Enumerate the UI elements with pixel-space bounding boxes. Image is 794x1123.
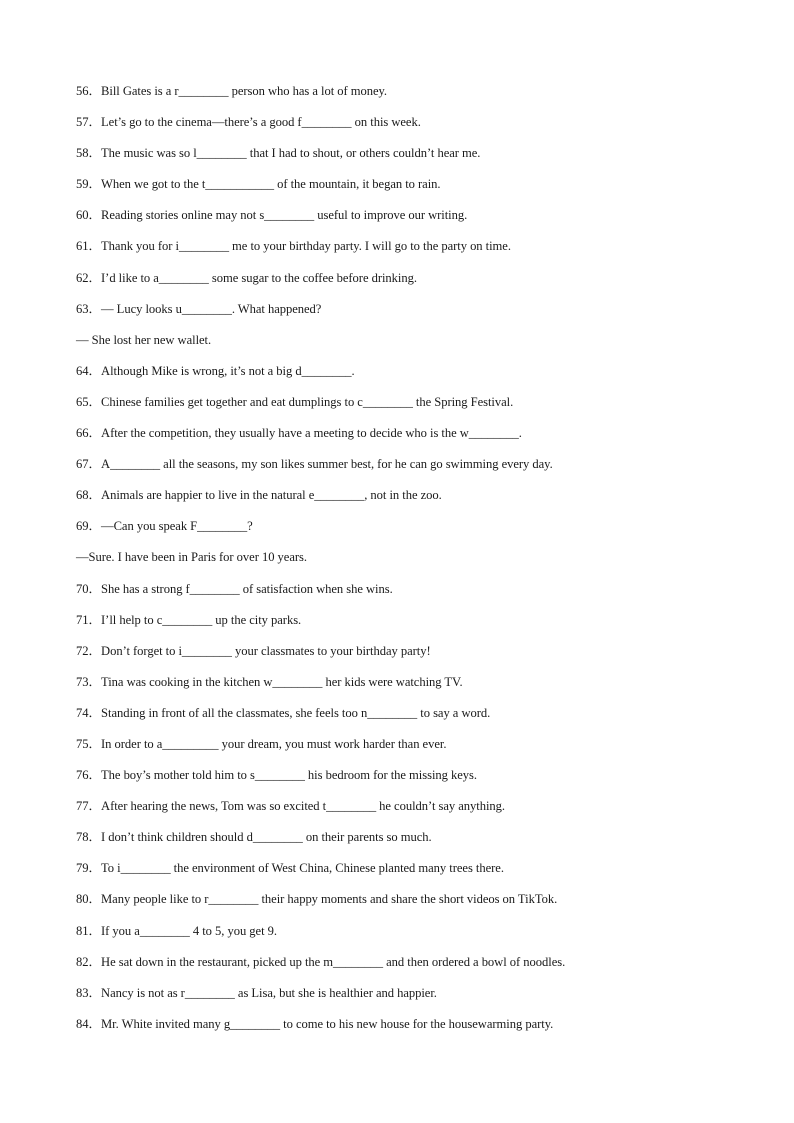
exercise-line: 76．The boy’s mother told him to s________ his bedroom for the missing keys. (76, 768, 477, 783)
exercise-line: 78．I don’t think children should d________ on their parents so much. (76, 830, 432, 845)
exercise-line: 56．Bill Gates is a r________ person who has a lot of money. (76, 84, 388, 98)
exercise-line: 66．After the competition, they usually have a meeting to decide who is the w________. (76, 426, 522, 441)
exercise-line: 77．After hearing the news, Tom was so excited t________ he couldn’t say anything. (76, 799, 506, 814)
exercise-line: 58．The music was so l________ that I had to shout, or others couldn’t hear me. (76, 146, 481, 161)
exercise-line: 63．— Lucy looks u________. What happened? (76, 301, 322, 316)
exercise-line: 59．When we got to the t___________ of the mountain, it began to rain. (76, 177, 441, 192)
exercise-line: 79．To i________ the environment of West China, Chinese planted many trees there. (76, 861, 504, 876)
exercise-line: 70．She has a strong f________ of satisfaction when she wins. (76, 581, 393, 596)
exercise-line: 74．Standing in front of all the classmates, she feels too n________ to say a word. (76, 705, 491, 720)
exercise-line: 75．In order to a_________ your dream, you must work harder than ever. (76, 736, 447, 751)
exercise-line: 57．Let’s go to the cinema—there’s a good f________ on this week. (76, 115, 421, 130)
exercise-line: 62．I’d like to a________ some sugar to the coffee before drinking. (76, 270, 417, 285)
exercise-line: 71．I’ll help to c________ up the city parks. (76, 612, 302, 627)
exercise-line: 83．Nancy is not as r________ as Lisa, but she is healthier and happier. (76, 985, 437, 1000)
exercise-line: 73．Tina was cooking in the kitchen w________ her kids were watching TV. (76, 674, 463, 689)
exercise-line: 67．A________ all the seasons, my son likes summer best, for he can go swimming every day. (76, 457, 553, 472)
exercise-line: 68．Animals are happier to live in the natural e________, not in the zoo. (76, 488, 442, 503)
exercise-line: 81．If you a________ 4 to 5, you get 9. (76, 923, 277, 938)
exercise-line: 60．Reading stories online may not s________ useful to improve our writing. (76, 208, 468, 223)
exercise-line: 82．He sat down in the restaurant, picked up the m________ and then ordered a bowl of noodles. (76, 954, 566, 969)
exercise-line: —Sure. I have been in Paris for over 10 years. (76, 550, 307, 565)
exercise-line: — She lost her new wallet. (76, 332, 212, 347)
exercise-line: 65．Chinese families get together and eat dumplings to c________ the Spring Festival. (76, 394, 514, 409)
exercise-list (76, 82, 756, 1046)
exercise-line: 84．Mr. White invited many g________ to come to his new house for the housewarming party. (76, 1016, 554, 1031)
exercise-line: 61．Thank you for i________ me to your birthday party. I will go to the party on time. (76, 239, 511, 254)
exercise-line: 69．—Can you speak F________? (76, 519, 253, 534)
exercise-line: 80．Many people like to r________ their happy moments and share the short videos on TikTok. (76, 892, 558, 907)
exercise-line: 64．Although Mike is wrong, it’s not a big d________. (76, 363, 355, 378)
exercise-line: 72．Don’t forget to i________ your classmates to your birthday party! (76, 643, 431, 658)
